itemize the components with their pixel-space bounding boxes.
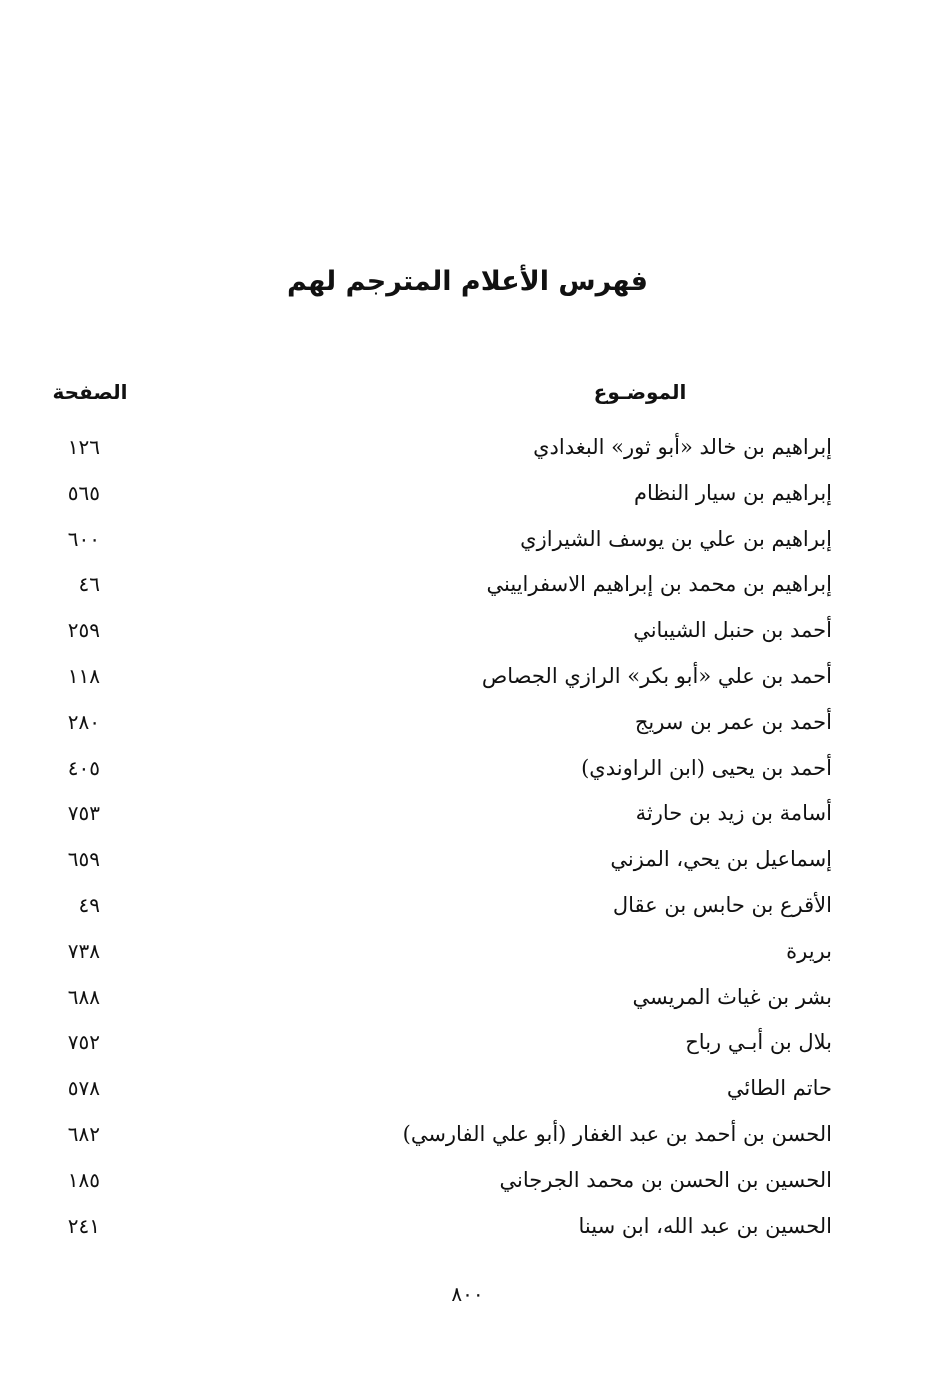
index-entry: [0, 1068, 935, 1114]
entry-name: أسامة بن زيد بن حارثة: [635, 801, 832, 826]
index-entry: [0, 473, 935, 519]
index-entry: [0, 1160, 935, 1206]
entry-name: حاتم الطائي: [726, 1076, 832, 1101]
entry-page: ١٨٥: [67, 1167, 100, 1192]
index-entry: [0, 427, 935, 473]
entry-page: ٧٣٨: [67, 938, 100, 963]
page-number: ٨٠٠: [451, 1282, 484, 1306]
index-entry: [0, 656, 935, 702]
entry-page: ١٢٦: [67, 435, 100, 459]
entry-name: أحمد بن علي «أبو بكر» الرازي الجصاص: [481, 663, 832, 688]
entry-page: ٢٥٩: [67, 618, 100, 643]
index-entry: [0, 748, 935, 794]
entry-page: ٤٦: [78, 572, 100, 597]
entry-name: الأقرع بن حابس بن عقال: [612, 892, 832, 917]
entry-name: الحسين بن عبد الله، ابن سينا: [578, 1213, 832, 1238]
index-entry: [0, 519, 935, 565]
entry-name: إبراهيم بن خالد «أبو ثور» البغدادي: [533, 435, 832, 459]
entry-page: ٦٨٨: [67, 984, 100, 1009]
entry-page: ٧٥٣: [67, 801, 100, 826]
entry-name: الحسين بن الحسن بن محمد الجرجاني: [499, 1167, 832, 1192]
page-title: فهرس الأعلام المترجم لهم: [287, 266, 648, 297]
entry-name: أحمد بن حنبل الشيباني: [633, 618, 832, 643]
entry-name: الحسن بن أحمد بن عبد الغفار (أبو علي الفارسي): [402, 1121, 832, 1146]
index-entry: [0, 610, 935, 656]
page-column-header: الصفحة: [52, 380, 128, 404]
index-entry: [0, 885, 935, 931]
entry-page: ٧٥٢: [67, 1030, 100, 1055]
index-entry: [0, 1022, 935, 1068]
entry-name: إبراهيم بن محمد بن إبراهيم الاسفراييني: [486, 572, 832, 597]
index-entry: [0, 839, 935, 885]
index-entry: [0, 931, 935, 977]
entry-name: أحمد بن عمر بن سريج: [634, 709, 832, 734]
index-entry: [0, 702, 935, 748]
entry-page: ٤٠٥: [67, 755, 100, 780]
entry-name: بشر بن غياث المريسي: [632, 984, 832, 1009]
entry-page: ١١٨: [67, 663, 100, 688]
entry-name: إبراهيم بن سيار النظام: [633, 480, 832, 505]
index-entry: [0, 977, 935, 1023]
entry-page: ٢٤١: [67, 1213, 100, 1238]
topic-column-header: الموضـوع: [593, 380, 687, 404]
entry-page: ٥٦٥: [67, 480, 100, 505]
entry-page: ٦٨٢: [67, 1121, 100, 1146]
entry-page: ٦٥٩: [67, 847, 100, 872]
entry-name: أحمد بن يحيى (ابن الراوندي): [581, 755, 832, 780]
entry-page: ٥٧٨: [67, 1076, 100, 1101]
entry-name: بلال بن أبـي رباح: [685, 1030, 832, 1055]
index-entry: [0, 1206, 935, 1252]
entry-name: بريرة: [786, 938, 832, 963]
index-list: [0, 427, 935, 1251]
entry-page: ٦٠٠: [67, 526, 100, 551]
index-entry: [0, 564, 935, 610]
entry-page: ٢٨٠: [67, 709, 100, 734]
entry-name: إسماعيل بن يحي، المزني: [610, 847, 832, 872]
entry-page: ٤٩: [78, 892, 100, 917]
entry-name: إبراهيم بن علي بن يوسف الشيرازي: [520, 526, 832, 551]
index-entry: [0, 1114, 935, 1160]
index-entry: [0, 793, 935, 839]
